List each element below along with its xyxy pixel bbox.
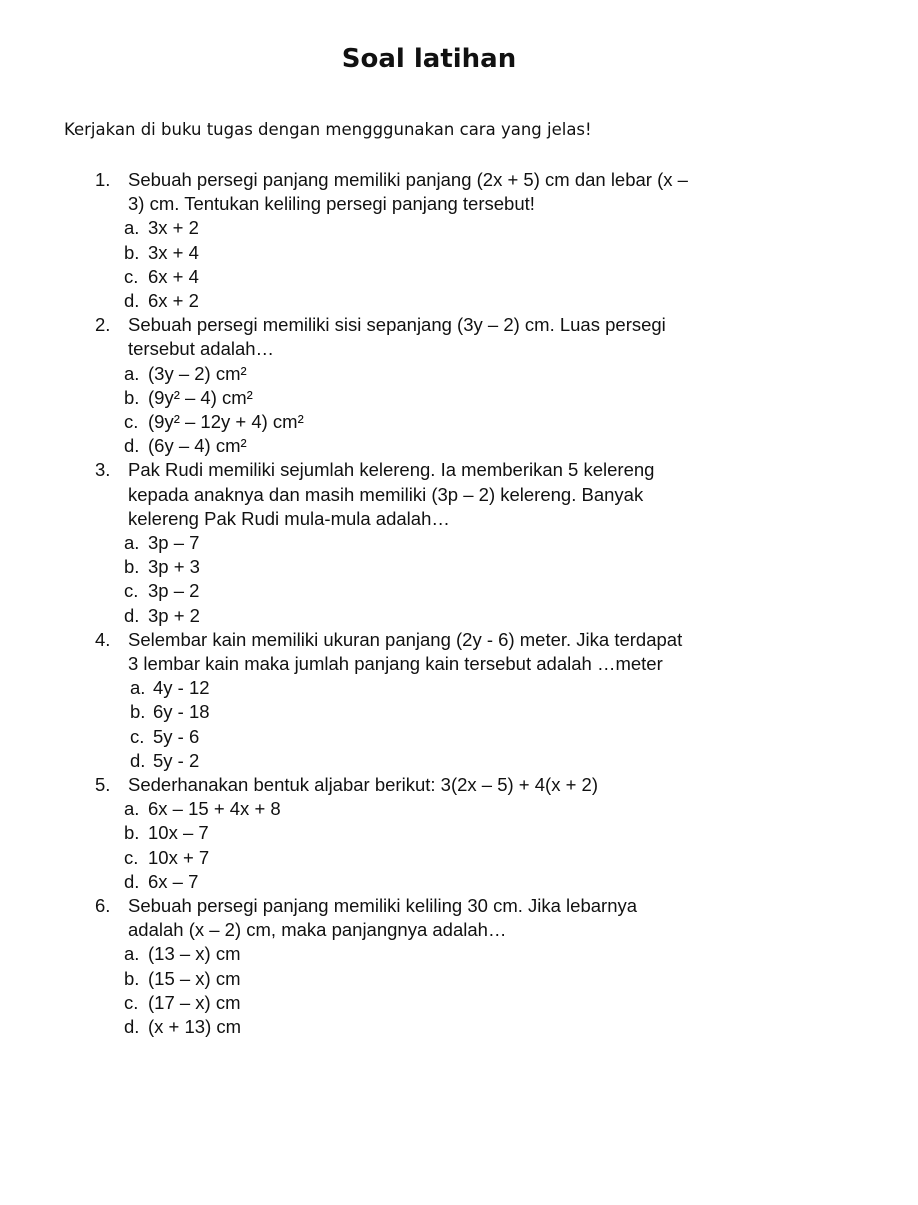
option-letter: a. xyxy=(124,217,140,239)
option-text: (x + 13) cm xyxy=(148,1016,242,1037)
page-title: Soal latihan xyxy=(341,44,517,74)
option-letter: c. xyxy=(124,580,139,602)
option-letter: c. xyxy=(124,265,139,287)
option-text: (15 – x) cm xyxy=(148,967,241,989)
option-text: 6x + 4 xyxy=(148,265,199,287)
question-text: Pak Rudi memiliki sejumlah kelereng. Ia memberikan 5 kelereng xyxy=(128,459,655,481)
question-text: tersebut adalah… xyxy=(128,338,275,360)
option-letter: c. xyxy=(124,991,139,1013)
option-text: 6y - 18 xyxy=(153,701,210,723)
option-letter: c. xyxy=(130,725,145,747)
option-text: (9y² – 12y + 4) cm² xyxy=(148,411,304,432)
option-letter: b. xyxy=(124,967,140,989)
option-letter: d. xyxy=(124,1016,140,1037)
option-text: 10x + 7 xyxy=(148,846,210,868)
option-text: (9y² – 4) cm² xyxy=(148,386,253,408)
question-number: 4. xyxy=(95,628,111,650)
option-letter: c. xyxy=(124,411,139,432)
option-letter: b. xyxy=(130,701,146,723)
option-text: 5y - 6 xyxy=(153,725,200,747)
question-number: 3. xyxy=(95,459,111,481)
question-text: kepada anaknya dan masih memiliki (3p – 2) kelereng. Banyak xyxy=(128,483,644,505)
question-text: Sebuah persegi memiliki sisi sepanjang (3y – 2) cm. Luas persegi xyxy=(128,314,666,336)
option-text: 10x – 7 xyxy=(148,822,209,844)
option-letter: a. xyxy=(130,677,146,699)
option-letter: d. xyxy=(124,870,140,892)
option-letter: a. xyxy=(124,798,140,820)
option-text: 3x + 4 xyxy=(148,241,199,263)
option-text: (3y – 2) cm² xyxy=(148,362,247,384)
option-text: 3p – 2 xyxy=(148,580,200,602)
option-text: (6y – 4) cm² xyxy=(148,435,247,457)
option-text: 6x + 2 xyxy=(148,290,199,311)
option-text: 6x – 15 + 4x + 8 xyxy=(148,798,281,820)
question-text: kelereng Pak Rudi mula-mula adalah… xyxy=(128,507,450,529)
option-letter: d. xyxy=(124,290,140,311)
question-text: adalah (x – 2) cm, maka panjangnya adalah… xyxy=(128,919,507,941)
question-number: 5. xyxy=(95,774,111,795)
option-letter: d. xyxy=(130,749,146,771)
option-letter: d. xyxy=(124,604,140,626)
question-text: Sebuah persegi panjang memiliki panjang (2x + 5) cm dan lebar (x – xyxy=(128,169,688,190)
option-text: 6x – 7 xyxy=(148,870,199,892)
option-letter: b. xyxy=(124,241,140,263)
question-number: 6. xyxy=(95,895,111,916)
question-text: Sederhanakan bentuk aljabar berikut: 3(2x – 5) + 4(x + 2) xyxy=(128,774,598,795)
option-letter: b. xyxy=(124,822,140,844)
option-letter: b. xyxy=(124,386,140,408)
option-letter: a. xyxy=(124,362,140,384)
option-text: (13 – x) cm xyxy=(148,943,241,965)
option-letter: b. xyxy=(124,556,140,578)
option-text: 5y - 2 xyxy=(153,749,200,771)
instruction-text: Kerjakan di buku tugas dengan mengggunakan cara yang jelas! xyxy=(64,120,592,139)
question-text: 3) cm. Tentukan keliling persegi panjang tersebut! xyxy=(128,193,535,215)
option-letter: c. xyxy=(124,846,139,868)
option-text: 3x + 2 xyxy=(148,217,199,239)
option-letter: d. xyxy=(124,435,140,457)
question-text: Sebuah persegi panjang memiliki keliling 30 cm. Jika lebarnya xyxy=(128,895,638,916)
option-letter: a. xyxy=(124,532,140,553)
option-text: (17 – x) cm xyxy=(148,991,241,1013)
question-number: 2. xyxy=(95,314,111,336)
option-text: 4y - 12 xyxy=(153,677,210,699)
option-text: 3p – 7 xyxy=(148,532,200,553)
option-text: 3p + 2 xyxy=(148,604,200,626)
question-number: 1. xyxy=(95,169,111,190)
question-text: Selembar kain memiliki ukuran panjang (2y - 6) meter. Jika terdapat xyxy=(128,628,683,650)
option-letter: a. xyxy=(124,943,140,965)
question-text: 3 lembar kain maka jumlah panjang kain tersebut adalah …meter xyxy=(128,653,663,674)
option-text: 3p + 3 xyxy=(148,556,200,578)
